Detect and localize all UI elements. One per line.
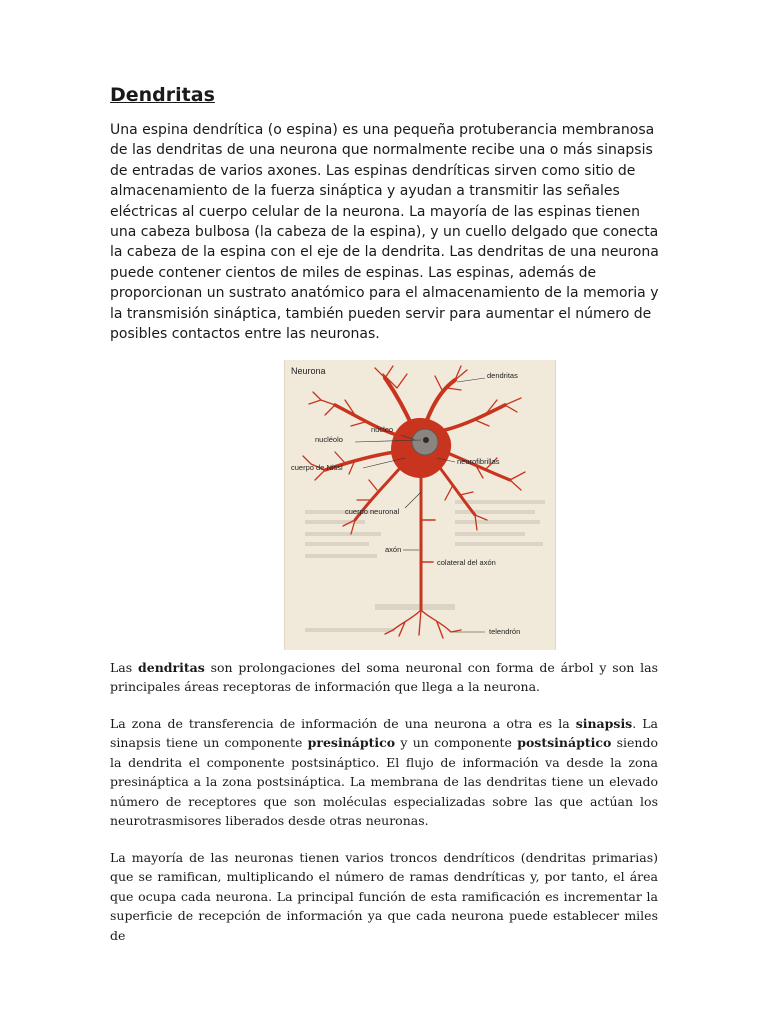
text-run: La zona de transferencia de información de una neurona a otra es la [110, 716, 576, 731]
neuron-figure [284, 360, 556, 650]
label-nucleo: núcleo [371, 425, 394, 434]
neuron-illustration [285, 360, 555, 650]
text-run: y un componente [395, 735, 518, 751]
label-colateral-axon: colateral del axón [437, 558, 496, 567]
paragraph-dendritas [110, 658, 658, 697]
label-nucleolo: nucléolo [315, 435, 343, 444]
paragraph-ramificacion: La mayoría de las neuronas tienen varios troncos dendríticos (dendritas primarias) que se ramifican, multiplicando el número de ramas dendríticas y, por tanto, el área que ocupa cada neurona. La principal función de esta ramificación es incrementar la superficie de recepción de información ya que cada neurona puede establecer miles de [110, 850, 658, 943]
intro-paragraph: Una espina dendrítica (o espina) es una pequeña protuberancia membranosa de las dendritas de una neurona que normalmente recibe una o más sinapsis de entradas de varios axones. Las espinas dendríticas sirven como sitio de almacenamiento de la fuerza sináptica y ayudan a transmitir las señales eléctricas al cuerpo celular de la neurona. La mayoría de las espinas tienen una cabeza bulbosa (la cabeza de la espina), y un cuello delgado que conecta la cabeza de la espina con el eje de la dendrita. Las dendritas de una neurona puede contener cientos de miles de espinas. Las espinas, además de proporcionan un sustrato anatómico para el almacenamiento de la memoria y la transmisión sináptica, también pueden servir para aumentar el número de posibles contactos entre las neuronas. [110, 122, 659, 343]
text-run: siendo la dendrita el componente postsináptico. El flujo de información va desde la zona presináptica a la zona postsináptica. La membrana de las dendritas tiene un elevado número de receptores que son moléculas especializadas sobre las que actúan los neurotrasmisores liberados desde otras neuronas. [110, 735, 658, 829]
bold-term-presinaptico: presináptico [307, 735, 396, 751]
bold-term-sinapsis: sinapsis [575, 716, 633, 731]
label-dendritas: dendritas [487, 371, 518, 380]
label-cuerpo-neuronal: cuerpo neuronal [345, 507, 400, 516]
bold-term-dendritas: dendritas [138, 660, 205, 675]
page-title: Dendritas [110, 84, 215, 106]
text-run: . La sinapsis tiene un componente [110, 716, 658, 751]
label-neurofibrillas: neurofibrillas [457, 457, 500, 466]
bold-term-postsinaptico: postsináptico [517, 735, 612, 751]
paragraph-sinapsis [110, 714, 658, 830]
label-telendron: telendrón [489, 627, 521, 636]
text-run: son prolongaciones del soma neuronal con forma de árbol y son las principales áreas receptoras de información que llega a la neurona. [110, 660, 658, 695]
label-cuerpo-nissl: cuerpo de Nissl [291, 463, 343, 472]
nucleolus-shape [423, 437, 429, 443]
figure-title: Neurona [291, 366, 326, 376]
text-run: Las [110, 660, 138, 675]
label-axon: axón [385, 545, 402, 554]
